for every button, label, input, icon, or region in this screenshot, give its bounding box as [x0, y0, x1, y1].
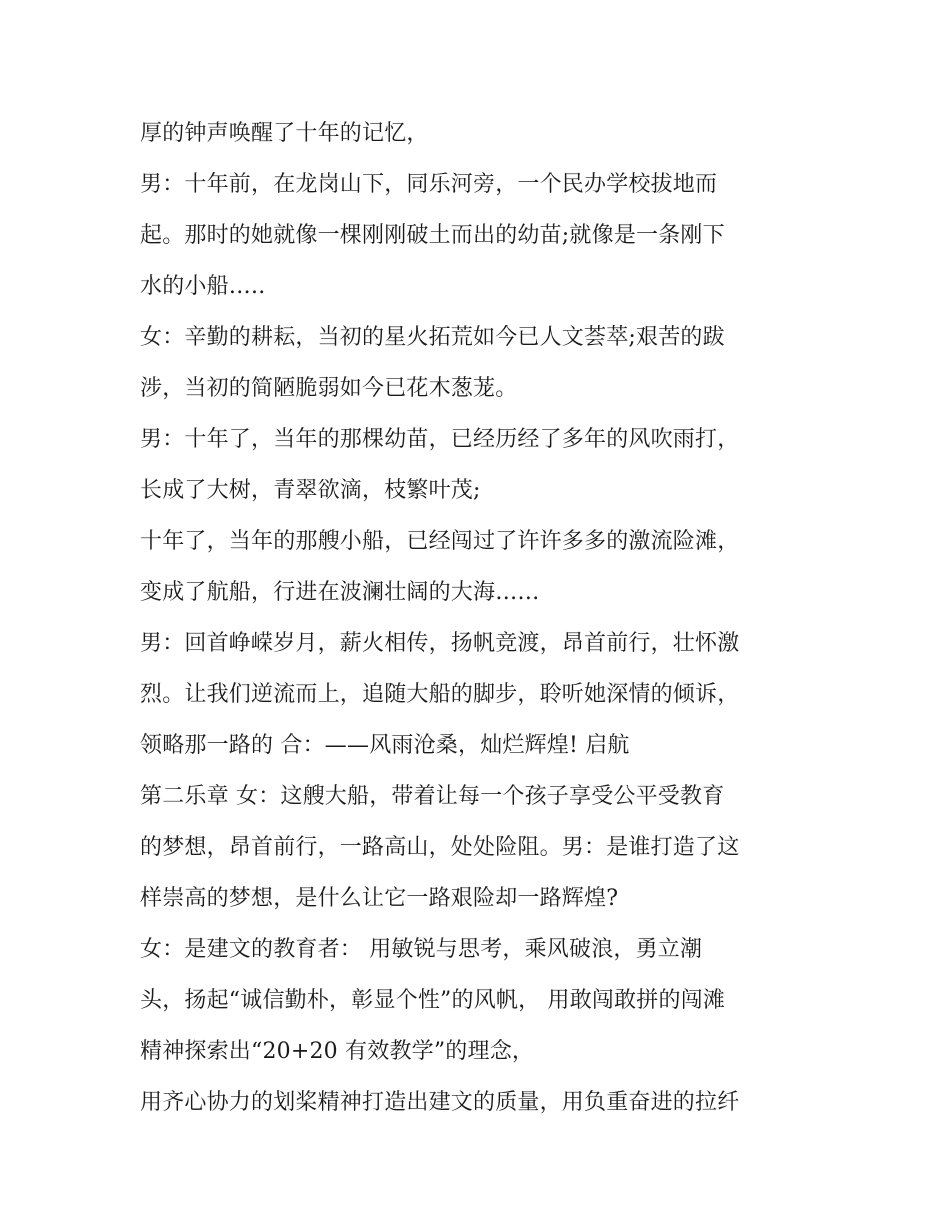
text-line: 头，扬起“诚信勤朴，彰显个性”的风帆， 用敢闯敢拼的闯滩 [140, 988, 726, 1013]
text-line: 起。那时的她就像一棵刚刚破土而出的幼苗;就像是一条刚下 [140, 223, 725, 248]
text-line: 的梦想，昂首前行，一路高山，处处险阻。男：是谁打造了这 [140, 835, 740, 860]
text-line: 男：回首峥嵘岁月，薪火相传，扬帆竞渡，昂首前行，壮怀激 [140, 631, 740, 656]
text-line: 用齐心协力的划桨精神打造出建文的质量，用负重奋进的拉纤 [140, 1090, 740, 1115]
text-line: 涉，当初的简陋脆弱如今已花木葱茏。 [140, 376, 518, 401]
text-line: 十年了，当年的那艘小船，已经闯过了许许多多的激流险滩， [140, 529, 740, 554]
text-line: 女：是建文的教育者： 用敏锐与思考，乘风破浪，勇立潮 [140, 937, 703, 962]
text-line: 样崇高的梦想，是什么让它一路艰险却一路辉煌? [140, 886, 619, 911]
text-line: 领略那一路的 合：——风雨沧桑，灿烂辉煌! 启航 [140, 733, 630, 758]
text-line: 男：十年了，当年的那棵幼苗，已经历经了多年的风吹雨打， [140, 427, 740, 452]
text-line: 厚的钟声唤醒了十年的记忆， [140, 121, 429, 146]
text-line: 长成了大树，青翠欲滴，枝繁叶茂; [140, 478, 481, 503]
text-line: 水的小船….. [140, 274, 266, 299]
text-line: 第二乐章 女：这艘大船，带着让每一个孩子享受公平受教育 [140, 784, 725, 809]
text-line: 烈。让我们逆流而上，追随大船的脚步，聆听她深情的倾诉， [140, 682, 740, 707]
text-line: 变成了航船，行进在波澜壮阔的大海…… [140, 580, 540, 605]
text-line: 男：十年前，在龙岗山下，同乐河旁，一个民办学校拔地而 [140, 172, 718, 197]
text-line: 女：辛勤的耕耘，当初的星火拓荒如今已人文荟萃;艰苦的跋 [140, 325, 725, 350]
text-line: 精神探索出“20+20 有效教学”的理念， [140, 1039, 535, 1064]
document-body [140, 108, 820, 1128]
